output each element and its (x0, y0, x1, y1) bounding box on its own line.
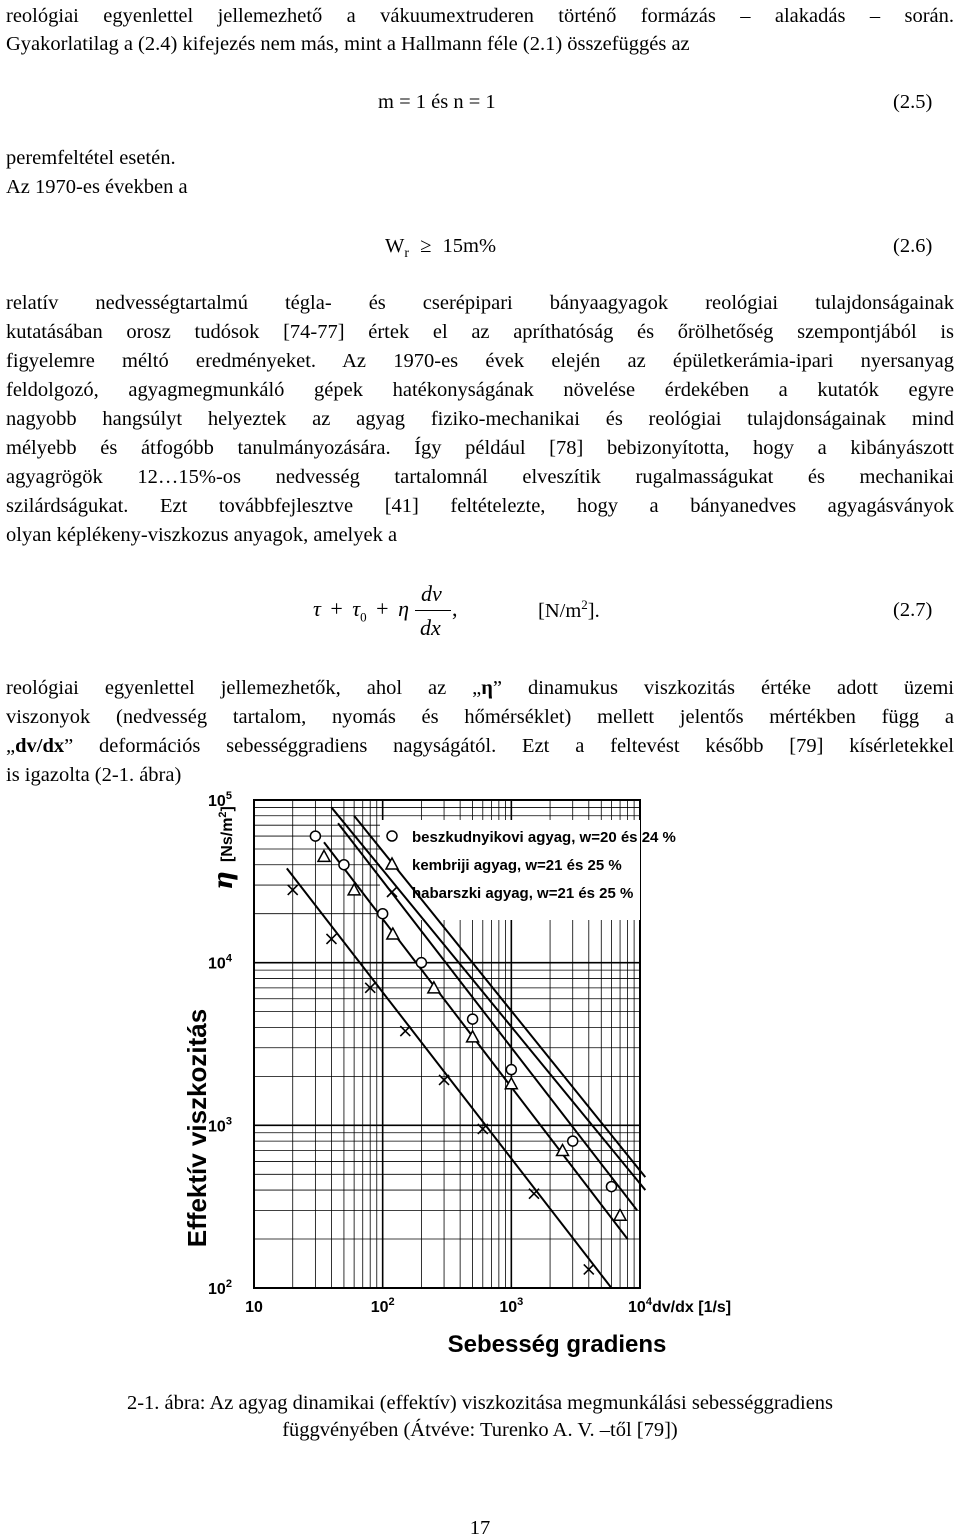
tau0-symbol: τ (352, 596, 361, 621)
equation-2-6 (385, 236, 496, 261)
paragraph-line: mélyebb és átfogóbb tanulmányozására. Így például [78] bebizonyította, hogy a kibányászott (6, 437, 954, 459)
trend-line (287, 868, 612, 1288)
equation-number: (2.6) (893, 235, 933, 257)
viscosity-chart (170, 790, 810, 1370)
paragraph-line: nagyobb hangsúlyt helyeztek az agyag fiziko-mechanikai és reológiai tulajdonságainak mind (6, 408, 954, 430)
unit-text: [N/m (538, 599, 582, 622)
plus-sign: + (330, 596, 343, 621)
paragraph-line: figyelemre méltó eredményeket. Az 1970-es évek elején az épületkerámia-ipari nyersanyag (6, 350, 954, 372)
paragraph-line: is igazolta (2-1. ábra) (6, 764, 182, 786)
data-point-triangle (428, 982, 440, 993)
y-tick-label: $10^3$ (208, 1115, 232, 1136)
page-number: 17 (469, 1517, 491, 1539)
tau-symbol: τ (313, 596, 321, 621)
paragraph-line: olyan képlékeny-viszkozus anyagok, amelyek a (6, 524, 398, 546)
eta-symbol: η (398, 596, 410, 621)
x-tick-label: $10^3$ (499, 1296, 524, 1316)
y-tick-label: $10^4$ (208, 952, 232, 973)
seventies-text: Az 1970-es években a (6, 176, 188, 198)
data-point-circle (506, 1065, 516, 1075)
paragraph-line: szilárdságukat. Ezt továbbfejlesztve [41] feltételezte, hogy a bányanedves agyagásványok (6, 495, 954, 517)
figure-caption-line: függvényében (Átvéve: Turenko A. V. –től [79]) (282, 1419, 678, 1441)
fraction-bar (415, 610, 451, 611)
equation-number: (2.5) (893, 91, 933, 113)
boundary-text: peremfeltétel esetén. (6, 147, 176, 169)
data-point-circle (378, 909, 388, 919)
paragraph-line: feldolgozó, agyagmegmunkáló gépek hatékonyságának növelése érdekében a kutatók egyre (6, 379, 954, 401)
paragraph-line: viszonyok (nedvesség tartalom, nyomás és hőmérséklet) mellett jelentős mértékben függ a (6, 706, 954, 728)
paragraph-line: reológiai egyenlettel jellemezhető a vákuumextruderen történő formázás – alakadás – során. (6, 5, 954, 27)
equation-2-5: m = 1 és n = 1 (378, 91, 496, 113)
plus-sign: + (376, 596, 389, 621)
tau0-subscript: 0 (360, 609, 367, 625)
equation-comma: , (452, 596, 458, 621)
y-tick-label: $10^5$ (208, 790, 232, 810)
data-point-circle (606, 1182, 616, 1192)
w-symbol: W (385, 235, 405, 257)
legend-label: habarszki agyag, w=21 és 25 % (412, 885, 634, 902)
ge-symbol: ≥ (420, 235, 432, 257)
data-point-circle (468, 1014, 478, 1024)
bold-symbol: η (481, 677, 493, 699)
data-point-circle (339, 860, 349, 870)
legend-marker-circle (387, 831, 397, 841)
data-point-circle (568, 1136, 578, 1146)
x-tick-label: $10^4$ (628, 1296, 652, 1316)
y-axis-title: Effektív viszkozitás (182, 1008, 212, 1248)
data-point-triangle (614, 1209, 626, 1220)
paragraph-line (6, 678, 954, 699)
text-span: ” dinamukus viszkozitás értéke adott üzemi (492, 677, 954, 699)
legend-label: beszkudnyikovi agyag, w=20 és 24 % (412, 829, 676, 846)
data-point-triangle (505, 1078, 517, 1089)
unit-superscript: 2 (581, 597, 588, 612)
data-point-circle (416, 958, 426, 968)
figure-caption-line: 2-1. ábra: Az agyag dinamikai (effektív) viszkozitása megmunkálási sebességgradiens (126, 1392, 834, 1414)
eq26-value: 15m% (442, 235, 497, 257)
paragraph-line: relatív nedvességtartalmú tégla- és cserépipari bányaagyagok reológiai tulajdonságainak (6, 292, 954, 314)
data-point-triangle (387, 928, 399, 939)
paragraph-line: Gyakorlatilag a (2.4) kifejezés nem más, mint a Hallmann féle (2.1) összefüggés az (6, 33, 690, 55)
paragraph-line: agyagrögök 12…15%-os nedvesség tartalomnál elveszítik rugalmasságukat és mechanikai (6, 466, 954, 488)
x-axis-title: Sebesség gradiens (447, 1331, 667, 1358)
equation-unit (538, 598, 600, 621)
text-span: reológiai egyenlettel jellemezhetők, ahol az „ (6, 677, 482, 699)
legend-label: kembriji agyag, w=21 és 25 % (412, 857, 622, 874)
bold-symbol: dv/dx (15, 735, 65, 757)
x-tick-label: 10 (245, 1299, 263, 1316)
paragraph-line: kutatásában orosz tudósok [74-77] értek el az apríthatóság és őrölhetőség szempontjából is (6, 321, 954, 343)
unit-end: ]. (587, 599, 600, 622)
y-tick-label: $10^2$ (208, 1278, 232, 1298)
text-span: „ (6, 735, 16, 757)
equation-number: (2.7) (893, 599, 933, 621)
data-point-triangle (318, 850, 330, 861)
fraction-denominator: dx (420, 615, 441, 640)
x-unit-label: dv/dx [1/s] (652, 1299, 732, 1316)
y-unit-label: η $[Ns/m^2]$ (209, 806, 239, 890)
data-point-circle (310, 831, 320, 841)
text-span: ” deformációs sebességgradiens nagyságától. Ezt a feltevést később [79] kísérletekkel (64, 735, 954, 757)
paragraph-line (6, 736, 954, 757)
equation-2-7 (313, 598, 409, 623)
x-tick-label: $10^2$ (370, 1296, 395, 1316)
w-subscript: r (404, 246, 410, 262)
fraction-numerator: dv (421, 581, 442, 606)
